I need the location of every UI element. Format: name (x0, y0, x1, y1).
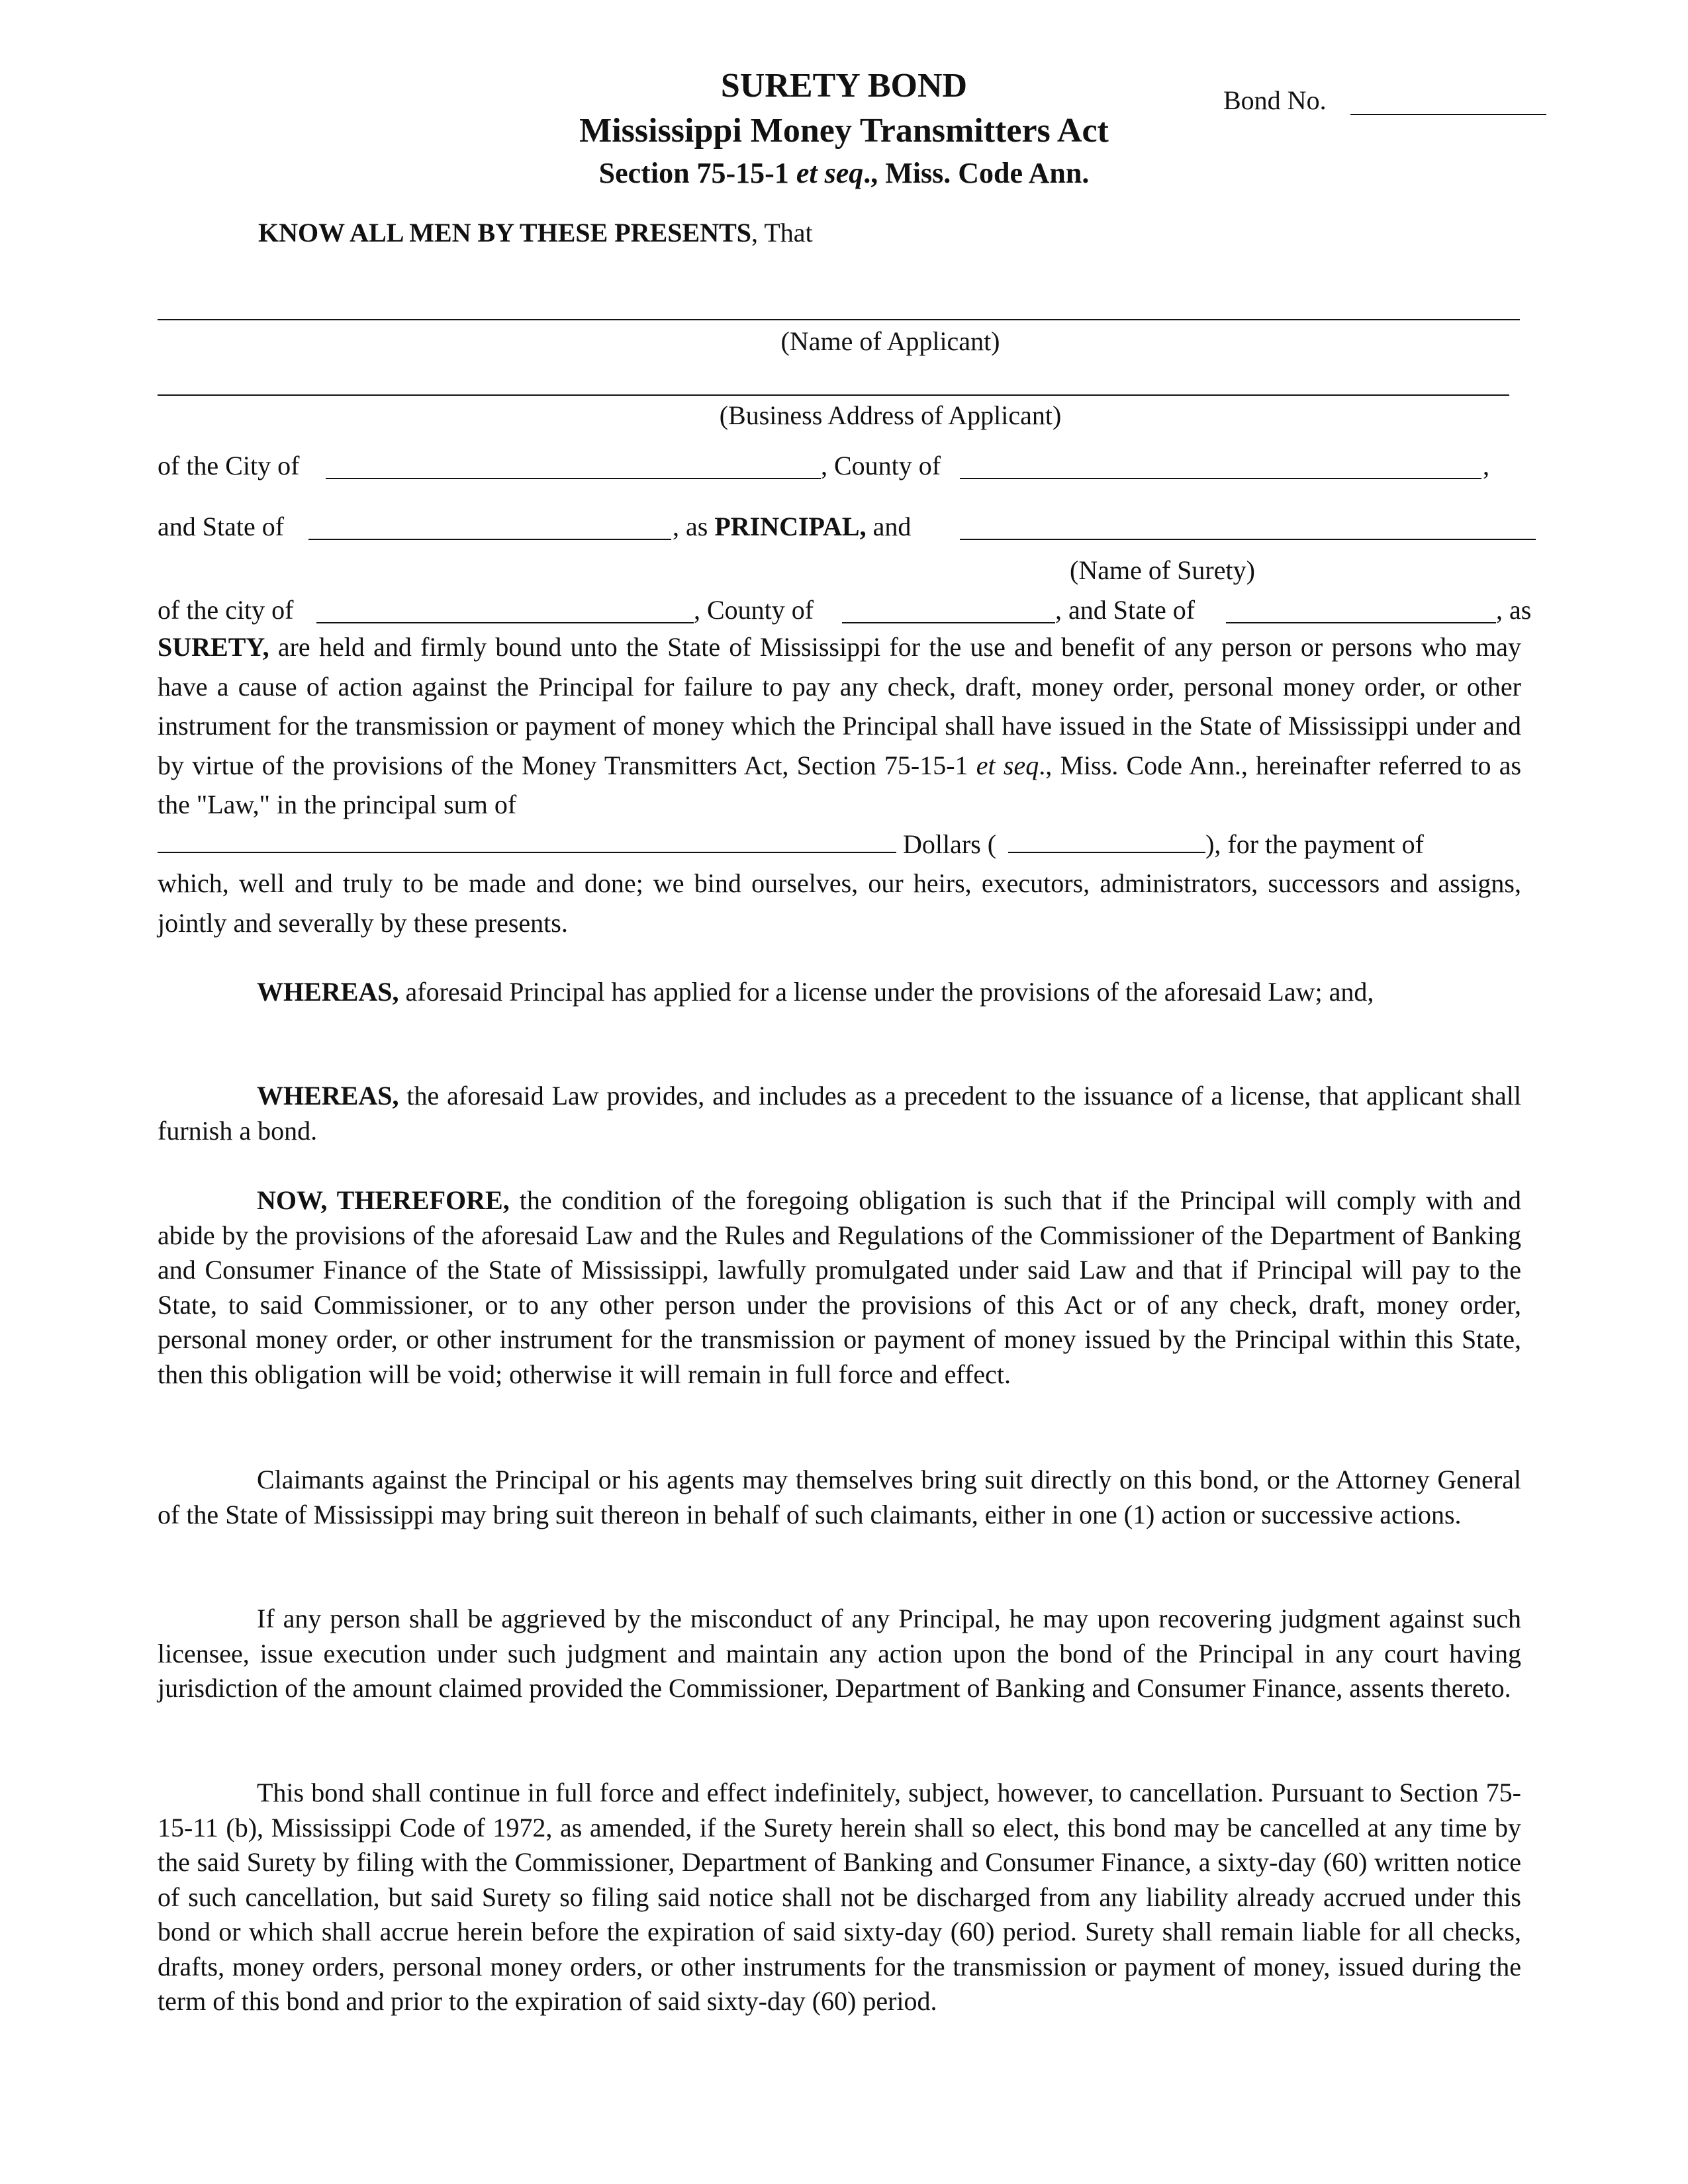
document-title: SURETY BOND (720, 67, 968, 105)
applicant-address-field[interactable] (158, 394, 1509, 396)
as-end-label: , as (1496, 595, 1532, 625)
applicant-name-field[interactable] (158, 319, 1520, 320)
document-subtitle: Mississippi Money Transmitters Act (579, 112, 1109, 150)
cancellation-text: This bond shall continue in full force and effect indefinitely, subject, however, to cancellation. Pursuant to Section 75-15-11 (b), Mississippi Code of 1972, as amended, if the Surety herein shall so elect, this bond may be cancelled at any time by the said Surety by filing with the Commissioner, Department of Banking and Consumer Finance, a sixty-day (60) written notice of such cancellation, but said Surety so filing said notice shall not be discharged from any liability already accrued under this bond or which shall accrue herein before the expiration of said sixty-day (60) period. Surety shall remain liable for all checks, drafts, money orders, personal money orders, or other instruments for the transmission or payment of money, issued during the term of this bond and prior to the expiration of said sixty-day (60) period. (158, 1778, 1521, 2016)
surety-county-label: , County of (694, 595, 814, 625)
whereas-paragraph-1 (158, 975, 1521, 1010)
bond-text-1: are held and firmly bound unto the State of Mississippi for the use and benefit of any person or persons who may have a cause of action against the Principal for failure to pay any check, draft, money order, personal money order, or other instrument for the transmission or payment of money which the Principal shall have issued in the State of Mississippi under and by virtue of the provisions of the Money Transmitters Act, Section 75-15-1 (158, 632, 1521, 780)
bond-obligation-paragraph (158, 627, 1521, 942)
statute-citation-italic: et seq (796, 157, 864, 189)
applicant-state-field[interactable] (308, 539, 671, 540)
applicant-state-label: and State of (158, 512, 285, 541)
applicant-county-label: , County of (821, 451, 941, 480)
applicant-county-field[interactable] (960, 478, 1481, 479)
now-therefore-paragraph (158, 1183, 1521, 1392)
surety-name-field[interactable] (960, 539, 1536, 540)
surety-county-field[interactable] (842, 622, 1055, 623)
bond-text-2: ., Miss. Code Ann., hereinafter referred to as the "Law," in the principal sum of (158, 750, 1522, 819)
bond-number-field[interactable] (1350, 114, 1546, 115)
applicant-address-caption: (Business Address of Applicant) (719, 400, 1062, 430)
whereas-paragraph-2 (158, 1079, 1521, 1148)
applicant-city-field[interactable] (326, 478, 821, 479)
surety-state-label: , and State of (1055, 595, 1196, 625)
now-therefore-text: the condition of the foregoing obligation is such that if the Principal will comply with and abide by the provisions of the aforesaid Law and the Rules and Regulations of the Commissioner of the Department of Banking and Consumer Finance of the State of Mississippi, lawfully promulgated under said Law and that if Principal will pay to the State, to said Commissioner, or to any other person under the provisions of this Act or of any check, draft, money order, personal money order, or other instrument for the transmission or payment of money issued by the Principal within this State, then this obligation will be void; otherwise it will remain in full force and effect. (158, 1185, 1521, 1389)
whereas-text-2: the aforesaid Law provides, and includes as a precedent to the issuance of a license, that applicant shall furnish a bond. (158, 1081, 1521, 1146)
claimants-paragraph (158, 1463, 1521, 1532)
trailing-comma: , (1483, 451, 1489, 480)
surety-bold: SURETY, (158, 632, 269, 662)
whereas-text-1: aforesaid Principal has applied for a license under the provisions of the aforesaid Law; and, (399, 977, 1374, 1007)
principal-sum-words-field[interactable] (158, 829, 896, 853)
bond-number-label: Bond No. (1223, 85, 1327, 115)
statute-citation (0, 156, 1688, 190)
surety-state-field[interactable] (1226, 622, 1496, 623)
whereas-bold-1: WHEREAS, (257, 977, 399, 1007)
intro-rest: , That (751, 218, 813, 248)
dollars-label: Dollars ( (896, 829, 997, 859)
cancellation-paragraph (158, 1776, 1521, 2019)
applicant-name-caption: (Name of Applicant) (780, 326, 1000, 356)
intro-line (258, 220, 813, 246)
payment-label: ), for the payment of (1205, 829, 1424, 859)
statute-citation-post: ., Miss. Code Ann. (863, 157, 1090, 189)
and-label: and (866, 512, 912, 541)
principal-sum-number-field[interactable] (1008, 829, 1205, 853)
principal-line-text (673, 514, 911, 540)
claimants-text: Claimants against the Principal or his agents may themselves bring suit directly on this bond, or the Attorney General of the State of Mississippi may bring suit thereon in behalf of such claimants, either in one (1) action or successive actions. (158, 1465, 1521, 1529)
aggrieved-paragraph (158, 1602, 1521, 1706)
aggrieved-text: If any person shall be aggrieved by the misconduct of any Principal, he may upon recovering judgment against such licensee, issue execution under such judgment and maintain any action upon the bond of the Principal in any court having jurisdiction of the amount claimed provided the Commissioner, Department of Banking and Consumer Finance, assents thereto. (158, 1604, 1521, 1703)
surety-city-field[interactable] (316, 622, 694, 623)
now-therefore-bold: NOW, THEREFORE, (257, 1185, 510, 1215)
surety-name-caption: (Name of Surety) (1070, 555, 1255, 585)
surety-city-label: of the city of (158, 595, 294, 625)
as-label: , as (673, 512, 715, 541)
intro-bold: KNOW ALL MEN BY THESE PRESENTS (258, 218, 752, 248)
bond-et-seq: et seq (976, 750, 1039, 780)
whereas-bold-2: WHEREAS, (257, 1081, 399, 1111)
principal-label: PRINCIPAL, (714, 512, 867, 541)
bond-text-3: which, well and truly to be made and done; we bind ourselves, our heirs, executors, administrators, successors and assigns, jointly and severally by these presents. (158, 868, 1521, 938)
statute-citation-pre: Section 75-15-1 (598, 157, 796, 189)
applicant-city-label: of the City of (158, 451, 300, 480)
